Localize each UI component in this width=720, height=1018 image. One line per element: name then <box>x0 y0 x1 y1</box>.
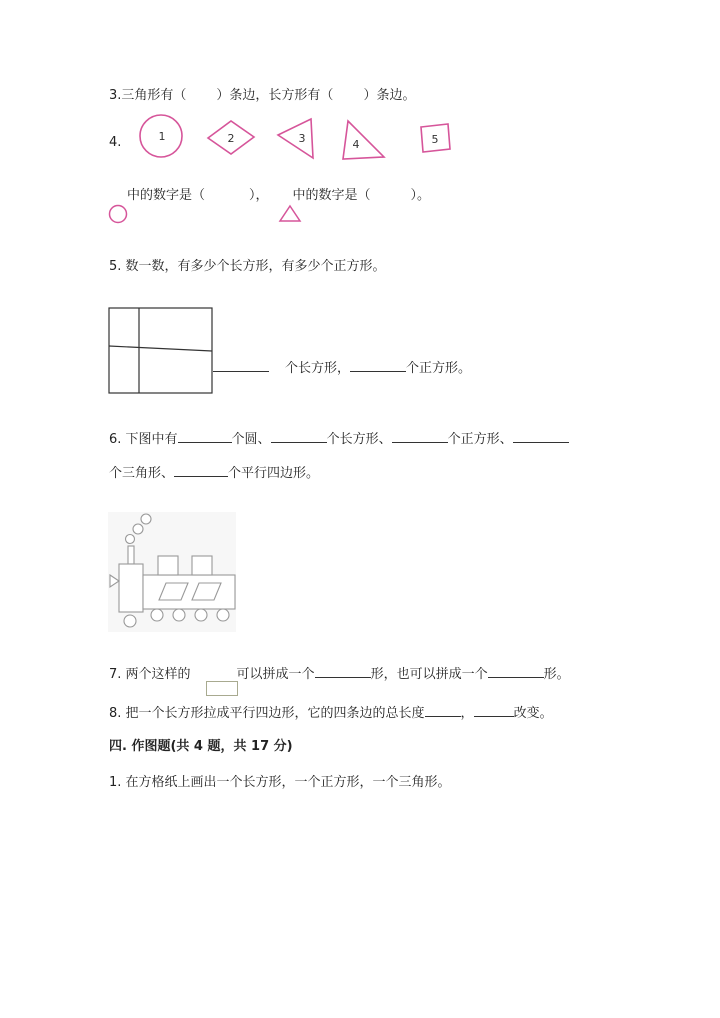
question-7-text-d: 形。 <box>543 667 570 682</box>
train-wheel <box>173 609 185 621</box>
question-7 <box>109 664 570 684</box>
question-3-text-3: ）条边。 <box>363 88 416 103</box>
question-4-prompt <box>127 187 430 205</box>
question-5-answer <box>213 358 471 378</box>
train-wheel <box>124 615 136 627</box>
train-window <box>192 556 212 575</box>
question-6-text-a: 6. 下图中有 <box>109 432 178 447</box>
question-7-text-c: 形，也可以拼成一个 <box>370 667 488 682</box>
question-8-text-a: 8. 把一个长方形拉成平行四边形，它的四条边的总长度 <box>109 706 425 721</box>
question-3-text-1: 三角形有（ <box>121 88 187 103</box>
question-3-text-2: ）条边，长方形有（ <box>216 88 334 103</box>
rectangle-grid-figure <box>108 306 218 396</box>
train-wheel <box>195 609 207 621</box>
answer-blank-square-count[interactable] <box>350 358 406 372</box>
question-3 <box>109 87 415 105</box>
answer-blank-parallelogram-count[interactable] <box>174 463 228 477</box>
numbered-triangle-left-shape <box>278 119 313 158</box>
question-6-text-e: 个三角形、 <box>109 466 175 481</box>
question-5-text: 5. 数一数，有多少个长方形，有多少个正方形。 <box>109 259 386 274</box>
shape-number-3: 3 <box>298 132 306 145</box>
section-4-title: 四. 作图题(共 4 题，共 17 分) <box>109 739 293 754</box>
smoke-circle <box>141 514 151 524</box>
question-4-text-3: 中的数字是（ <box>292 188 371 203</box>
shape-number-5: 5 <box>431 133 439 146</box>
small-circle-icon <box>108 203 130 225</box>
chimney <box>128 546 134 564</box>
drawing-question-1: 1. 在方格纸上画出一个长方形，一个正方形，一个三角形。 <box>109 775 451 790</box>
answer-blank-circle-count[interactable] <box>178 429 232 443</box>
answer-blank-perimeter-change-2[interactable] <box>474 703 514 717</box>
answer-blank-shape-2[interactable] <box>488 664 544 678</box>
question-4-number: 4. <box>109 135 122 150</box>
answer-blank-shape-1[interactable] <box>315 664 371 678</box>
question-4-text-4: ）。 <box>410 188 431 203</box>
question-3-number: 3. <box>109 88 122 103</box>
shape-number-4: 4 <box>352 138 360 151</box>
question-4-text-2: ）， <box>249 188 269 203</box>
question-7-text-a: 7. 两个这样的 <box>109 667 191 682</box>
question-8-text-c: 改变。 <box>513 706 553 721</box>
smoke-circle <box>126 535 135 544</box>
answer-blank-triangle-count[interactable] <box>513 429 569 443</box>
question-6-line-2 <box>109 463 319 483</box>
shape-number-2: 2 <box>227 132 235 145</box>
question-4-shapes <box>130 112 460 168</box>
answer-blank-rectangle-count[interactable] <box>213 358 269 372</box>
train-window <box>158 556 178 575</box>
small-rectangle-icon <box>206 681 238 696</box>
small-triangle-icon <box>278 204 302 224</box>
question-6-line-1 <box>109 429 569 449</box>
train-wheel <box>151 609 163 621</box>
answer-blank-square-count-2[interactable] <box>392 429 448 443</box>
numbered-triangle-slanted-shape <box>343 121 384 159</box>
answer-blank-perimeter-change-1[interactable] <box>425 703 461 717</box>
question-5-answer-text-1: 个长方形， <box>285 361 351 376</box>
question-8 <box>109 703 553 723</box>
question-8-text-b: ， <box>460 706 474 721</box>
smoke-circle <box>133 524 143 534</box>
question-6-text-c: 个长方形、 <box>326 432 392 447</box>
question-4-text-1: 中的数字是（ <box>127 188 206 203</box>
train-body <box>143 575 235 609</box>
train-figure <box>108 512 238 634</box>
shape-number-1: 1 <box>158 130 166 143</box>
question-6-text-d: 个正方形、 <box>447 432 513 447</box>
answer-blank-rectangle-count-2[interactable] <box>271 429 327 443</box>
train-wheel <box>217 609 229 621</box>
question-6-text-f: 个平行四边形。 <box>228 466 320 481</box>
train-cab <box>119 564 143 612</box>
question-6-text-b: 个圆、 <box>231 432 271 447</box>
question-7-text-b: 可以拼成一个 <box>236 667 315 682</box>
question-5-answer-text-2: 个正方形。 <box>406 361 472 376</box>
